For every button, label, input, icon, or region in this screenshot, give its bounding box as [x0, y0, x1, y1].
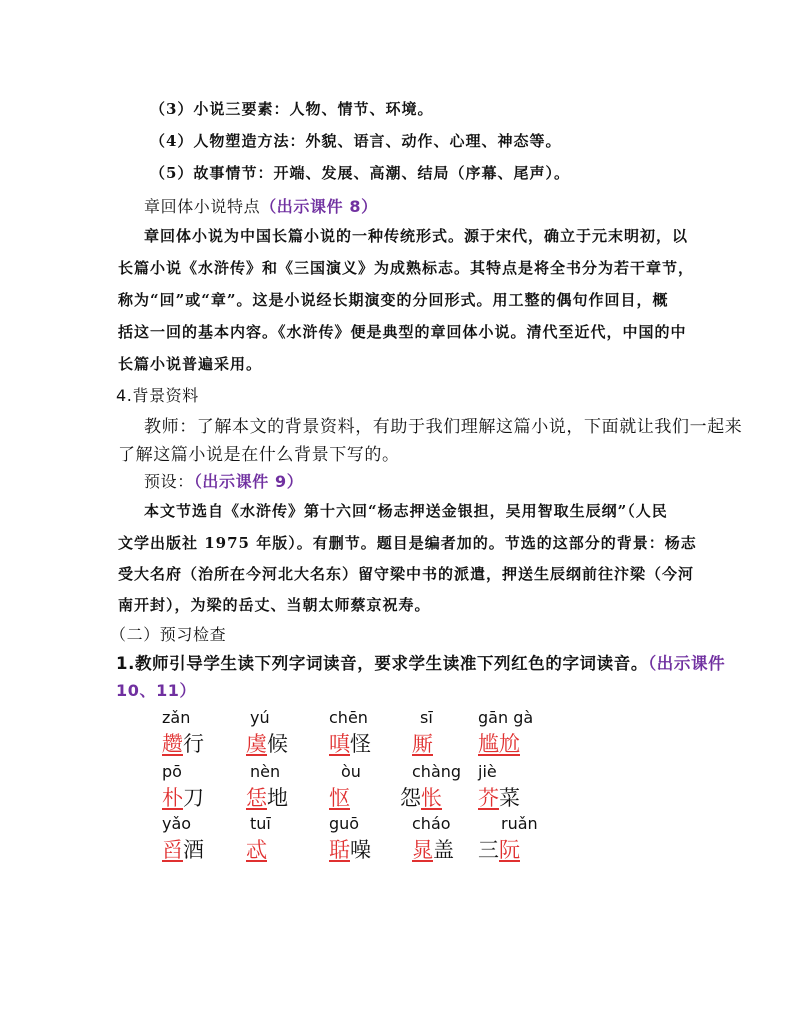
pinyin-label: guō — [329, 814, 360, 833]
paragraph-elements: （3）小说三要素：人物、情节、环境。 — [150, 100, 434, 118]
paragraph-chapter-line1: 章回体小说为中国长篇小说的一种传统形式。源于宋代，确立于元末明初，以 — [144, 227, 689, 245]
vocab-word-plain: 地 — [267, 786, 288, 810]
vocab-word — [412, 728, 433, 758]
vocab-word — [162, 782, 204, 812]
vocab-word-target: 怅 — [421, 786, 442, 810]
paragraph-methods: （4）人物塑造方法：外貌、语言、动作、心理、神态等。 — [150, 132, 562, 150]
paragraph-chapter-line4: 括这一回的基本内容。《水浒传》便是典型的章回体小说。清代至近代，中国的中 — [118, 323, 687, 341]
pinyin-label: jiè — [478, 762, 497, 781]
vocab-word — [412, 834, 454, 864]
pinyin-label: òu — [341, 762, 361, 781]
vocab-word-plain: 刀 — [183, 786, 204, 810]
vocab-word-target: 厮 — [412, 732, 433, 756]
vocab-word-target: 阮 — [499, 838, 520, 862]
paragraph-chapter-line5: 长篇小说普遍采用。 — [118, 355, 263, 373]
paragraph-teacher-line2: 了解这篇小说是在什么背景下写的。 — [118, 445, 400, 465]
vocab-word-plain: 噪 — [350, 838, 371, 862]
vocab-word-target: 趱 — [162, 732, 183, 756]
pinyin-label: cháo — [412, 814, 451, 833]
preset-line: 预设：（出示课件 9） — [144, 472, 304, 491]
courseware-tag: （出示课件 9） — [193, 472, 304, 491]
heading-background: 4.背景资料 — [116, 386, 199, 405]
pinyin-label: sī — [420, 708, 433, 727]
vocab-word-target: 忒 — [246, 838, 267, 862]
vocab-word — [162, 834, 204, 864]
paragraph-source-line4: 南开封），为梁的岳丈、当朝太师蔡京祝寿。 — [118, 596, 431, 614]
pinyin-label: pō — [162, 762, 182, 781]
vocab-word-target: 聒 — [329, 838, 350, 862]
courseware-tag: （出示课件 8） — [260, 197, 378, 216]
heading-chapter-novel: 章回体小说特点（出示课件 8） — [144, 197, 378, 216]
instruction-tag-line2 — [116, 678, 196, 701]
vocab-word-plain: 怨 — [400, 786, 421, 810]
paragraph-chapter-line3: 称为“回”或“章”。这是小说经长期演变的分回形式。用工整的偶句作回目，概 — [118, 291, 669, 309]
pinyin-label: gān gà — [478, 708, 534, 727]
courseware-tag: 10、11） — [116, 681, 197, 700]
pinyin-label: nèn — [250, 762, 281, 781]
vocab-word-plain: 三 — [478, 838, 499, 862]
vocab-word-plain: 怪 — [350, 732, 371, 756]
vocab-word-target: 朴 — [162, 786, 183, 810]
vocab-word — [478, 782, 520, 812]
vocab-word-target: 恁 — [246, 786, 267, 810]
paragraph-source-line2: 文学出版社 1975 年版）。有删节。题目是编者加的。节选的这部分的背景：杨志 — [118, 534, 697, 552]
vocab-word — [478, 834, 520, 864]
vocab-word — [329, 834, 371, 864]
vocab-word-plain: 盖 — [433, 838, 454, 862]
vocab-word — [400, 782, 442, 812]
vocab-word-plain: 行 — [183, 732, 204, 756]
vocab-word-plain: 菜 — [499, 786, 520, 810]
pinyin-label: zǎn — [162, 708, 191, 727]
paragraph-teacher-line1: 教师：了解本文的背景资料，有助于我们理解这篇小说，下面就让我们一起来 — [144, 417, 743, 437]
paragraph-source-line1: 本文节选自《水浒传》第十六回“杨志押送金银担，吴用智取生辰纲”（人民 — [144, 502, 668, 520]
heading-preview-check: （二）预习检查 — [110, 625, 227, 644]
vocab-word-target: 晁 — [412, 838, 433, 862]
pinyin-label: tuī — [250, 814, 271, 833]
vocab-word-target: 虞 — [246, 732, 267, 756]
vocab-word — [246, 728, 288, 758]
paragraph-source-line3: 受大名府（治所在今河北大名东）留守梁中书的派遣，押送生辰纲前往汴梁（今河 — [118, 565, 695, 583]
vocab-word — [162, 728, 204, 758]
vocab-word-plain: 候 — [267, 732, 288, 756]
vocab-word-target: 嗔 — [329, 732, 350, 756]
pinyin-label: yǎo — [162, 814, 192, 833]
pinyin-label: chēn — [329, 708, 368, 727]
pinyin-label: ruǎn — [501, 814, 538, 833]
paragraph-chapter-line2: 长篇小说《水浒传》和《三国演义》为成熟标志。其特点是将全书分为若干章节， — [118, 259, 695, 277]
vocab-word — [478, 728, 520, 758]
vocab-word — [246, 834, 267, 864]
vocab-word-plain: 酒 — [183, 838, 204, 862]
vocab-word — [329, 728, 371, 758]
vocab-word-target: 怄 — [329, 786, 350, 810]
courseware-tag: （出示课件 — [647, 654, 726, 673]
vocab-word — [246, 782, 288, 812]
vocab-word-target: 芥 — [478, 786, 499, 810]
vocab-word — [329, 782, 350, 812]
instruction-line: 1.教师引导学生读下列字词读音，要求学生读准下列红色的字词读音。（出示课件 — [116, 654, 726, 673]
vocab-word-target: 舀 — [162, 838, 183, 862]
pinyin-label: chàng — [412, 762, 462, 781]
vocab-word-target: 尴尬 — [478, 732, 520, 756]
pinyin-label: yú — [250, 708, 270, 727]
paragraph-plot: （5）故事情节：开端、发展、高潮、结局（序幕、尾声）。 — [150, 164, 570, 182]
